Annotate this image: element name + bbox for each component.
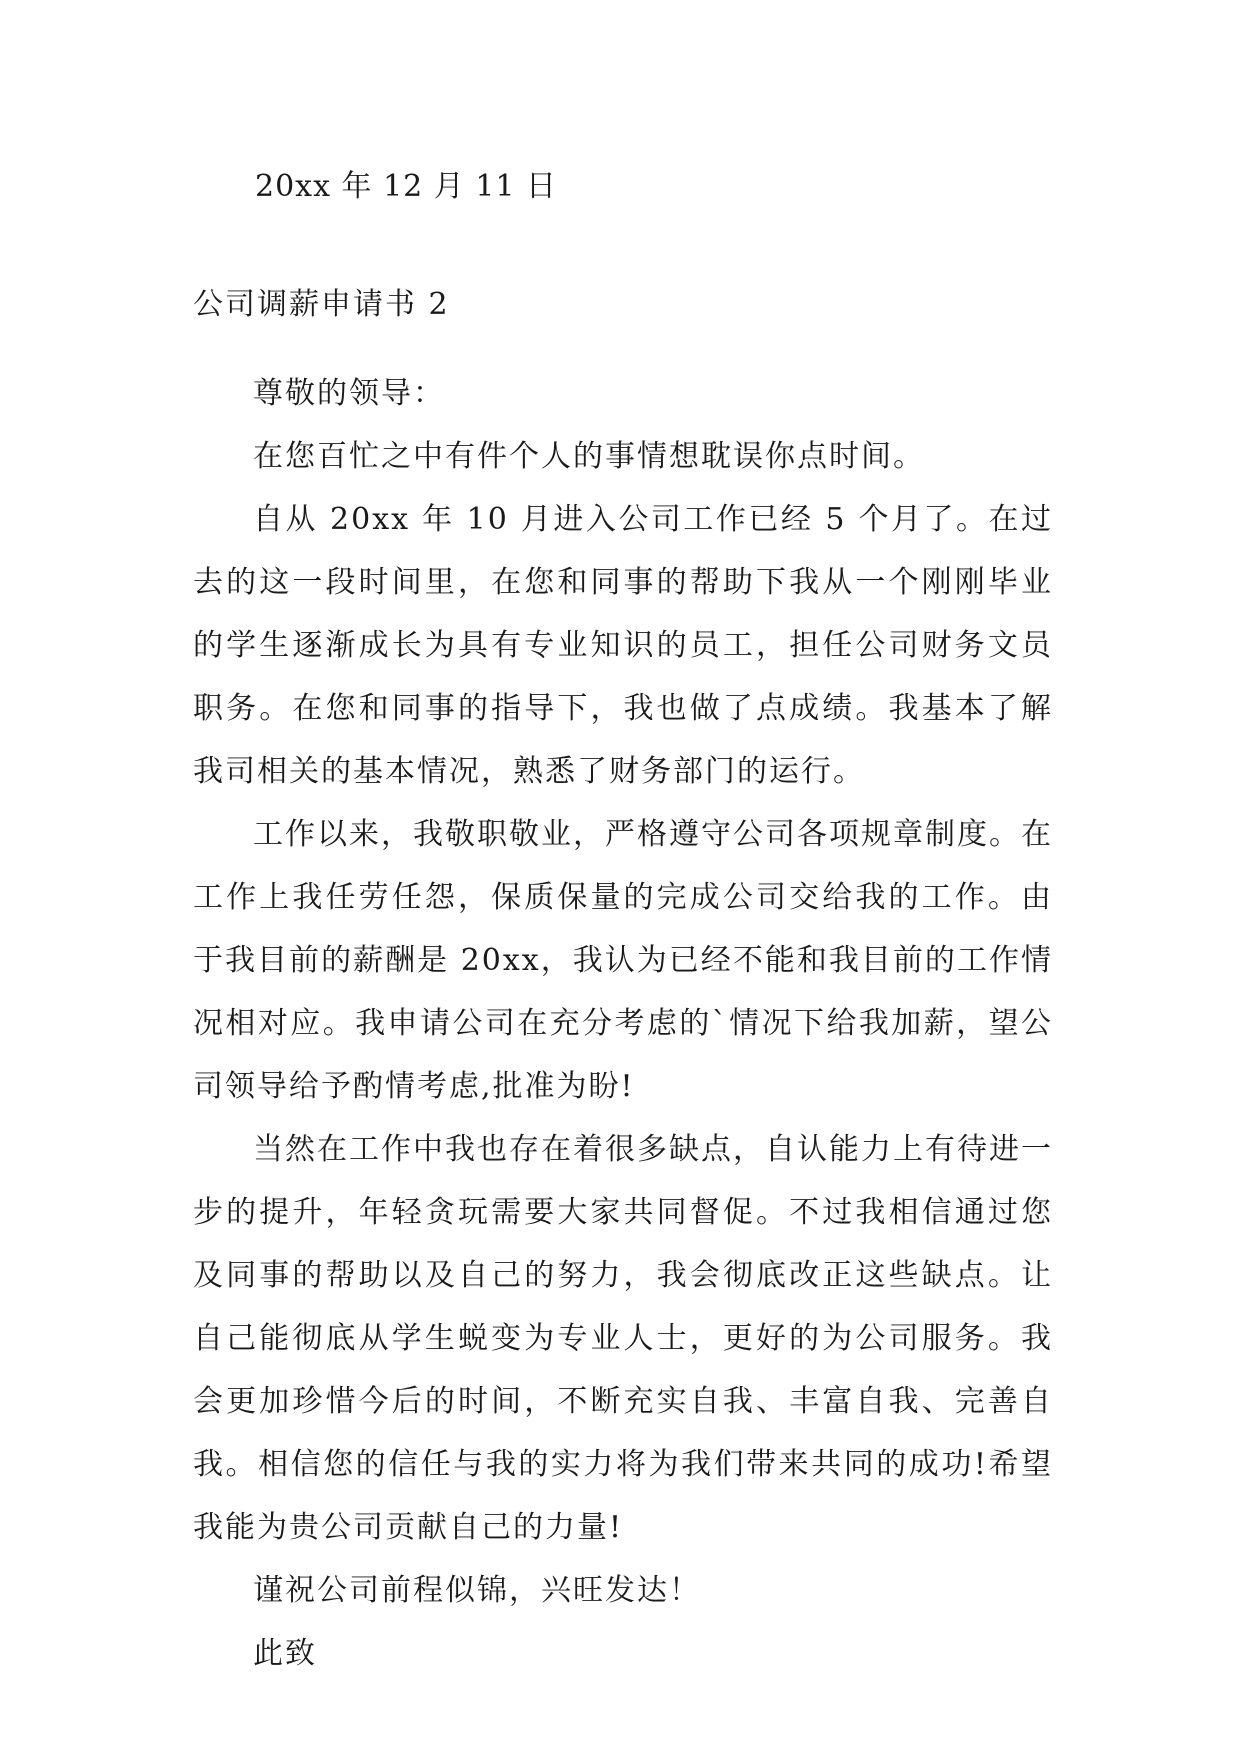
paragraph-intro: 在您百忙之中有件个人的事情想耽误你点时间。 [253,439,925,474]
document-date: 20xx 年 12 月 11 日 [255,169,558,204]
paragraph-closing: 此致 [253,1636,317,1671]
paragraph-wishes: 谨祝公司前程似锦，兴旺发达！ [253,1573,701,1608]
paragraph-background: 自从 20xx 年 10 月进入公司工作已经 5 个月了。在过去的这一段时间里，在您和同事的帮助下我从一个刚刚毕业的学生逐渐成长为具有专业知识的员工，担任公司财务文员职务。在您和同事的指导下，我也做了点成绩。我基本了解我司相关的基本情况，熟悉了财务部门的运行。 [193,502,1053,789]
paragraph-commitment: 当然在工作中我也存在着很多缺点，自认能力上有待进一步的提升，年轻贪玩需要大家共同督促。不过我相信通过您及同事的帮助以及自己的努力，我会彻底改正这些缺点。让自己能彻底从学生蜕变为专业人士，更好的为公司服务。我会更加珍惜今后的时间，不断充实自我、丰富自我、完善自我。相信您的信任与我的实力将为我们带来共同的成功!希望我能为贵公司贡献自己的力量! [193,1132,1053,1545]
document-body [193,362,1053,1685]
salutation: 尊敬的领导： [253,376,445,411]
document-title: 公司调薪申请书 2 [193,287,450,322]
paragraph-request: 工作以来，我敬职敬业，严格遵守公司各项规章制度。在工作上我任劳任怨，保质保量的完成公司交给我的工作。由于我目前的薪酬是 20xx，我认为已经不能和我目前的工作情况相对应。我申请公司在充分考虑的`情况下给我加薪，望公司领导给予酌情考虑,批准为盼! [193,817,1053,1104]
